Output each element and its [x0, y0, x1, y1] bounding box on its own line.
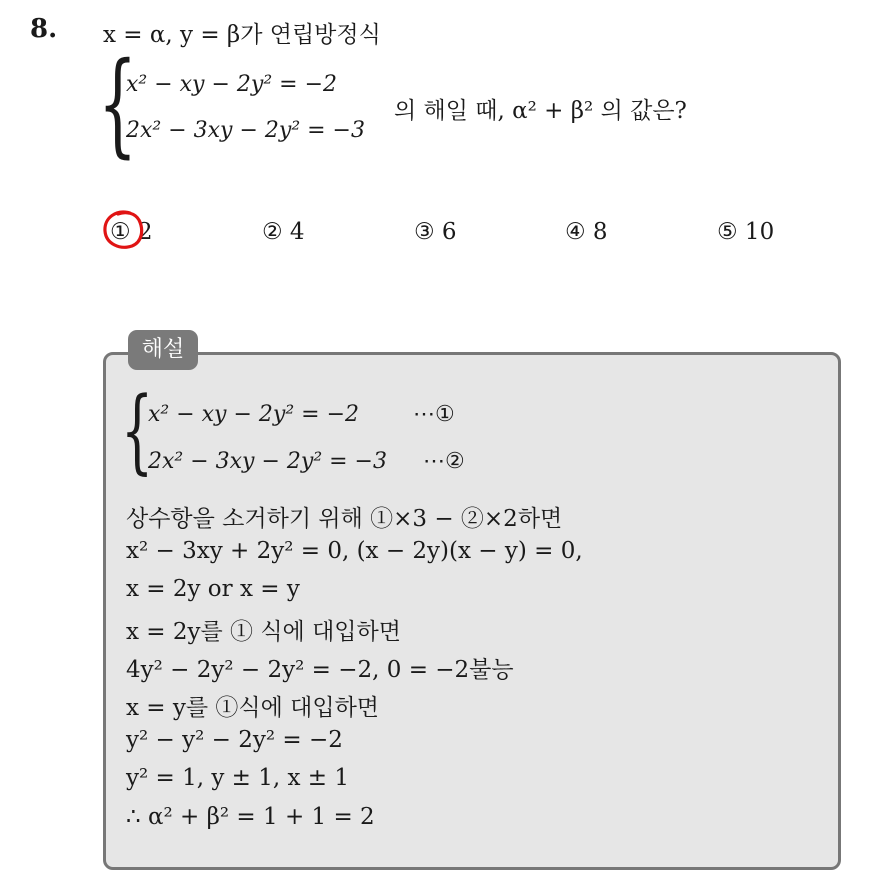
choice-1[interactable]: ① 2 [110, 219, 153, 245]
solution-equation-2: 2x² − 3xy − 2y² = −3 [148, 449, 387, 474]
solution-marker-1: ⋯① [413, 402, 455, 427]
solution-system-brace: { [121, 377, 154, 484]
system-equation-1: x² − xy − 2y² = −2 [126, 72, 337, 97]
answer-mark-circle-icon [100, 208, 146, 252]
solution-line: 상수항을 소거하기 위해 ①×3 − ②×2하면 [126, 506, 563, 532]
solution-line: y² − y² − 2y² = −2 [126, 727, 343, 753]
solution-equation-1: x² − xy − 2y² = −2 [148, 402, 359, 427]
solution-line: x = 2y를 ① 식에 대입하면 [126, 619, 401, 645]
question-number: 8. [30, 14, 58, 44]
choice-5[interactable]: ⑤ 10 [717, 219, 775, 245]
system-equation-2: 2x² − 3xy − 2y² = −3 [126, 118, 365, 143]
solution-line: x² − 3xy + 2y² = 0, (x − 2y)(x − y) = 0, [126, 538, 583, 564]
solution-line: y² = 1, y ± 1, x ± 1 [126, 765, 350, 791]
question-tail: 의 해일 때, α² + β² 의 값은? [394, 98, 687, 124]
solution-line: x = y를 ①식에 대입하면 [126, 695, 380, 721]
solution-tab: 해설 [128, 330, 198, 370]
solution-line: ∴ α² + β² = 1 + 1 = 2 [126, 804, 375, 830]
choice-2[interactable]: ② 4 [262, 219, 305, 245]
solution-line: x = 2y or x = y [126, 576, 300, 602]
solution-marker-2: ⋯② [423, 449, 465, 474]
choice-4[interactable]: ④ 8 [565, 219, 608, 245]
system-brace: { [98, 39, 138, 169]
solution-line: 4y² − 2y² − 2y² = −2, 0 = −2불능 [126, 657, 514, 683]
solution-box [103, 352, 841, 870]
question-stem: x = α, y = β가 연립방정식 [103, 22, 381, 48]
choice-3[interactable]: ③ 6 [414, 219, 457, 245]
